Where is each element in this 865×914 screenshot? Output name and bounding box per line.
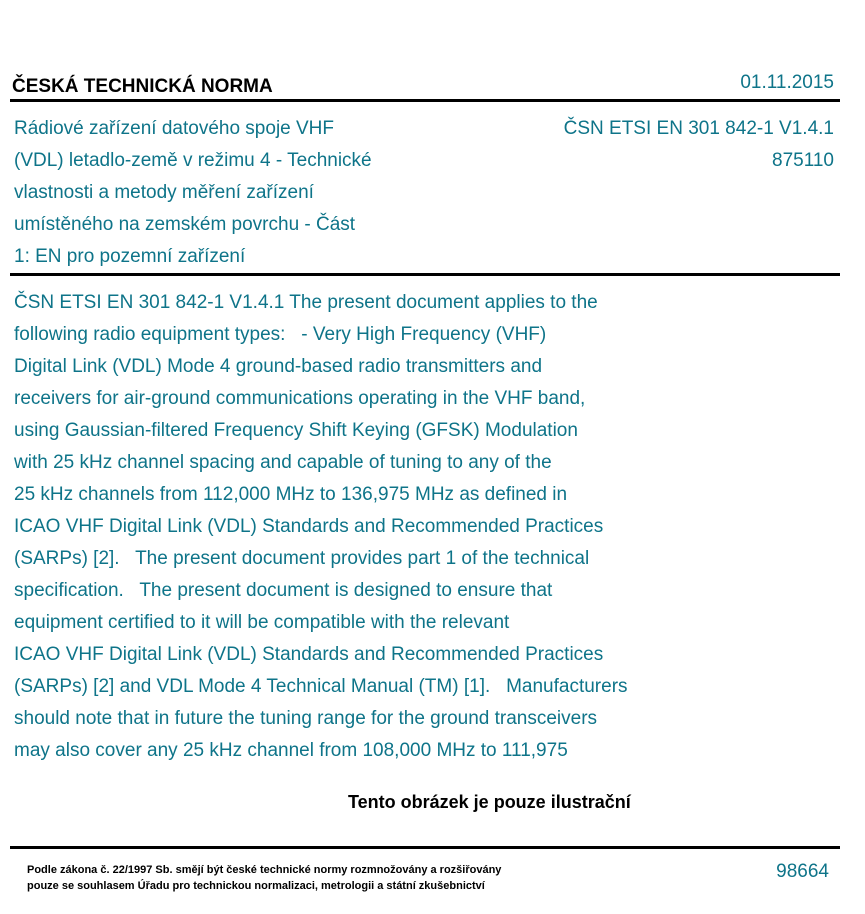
abstract-line: ČSN ETSI EN 301 842-1 V1.4.1 The present document applies to the <box>14 292 598 313</box>
document-header-title: ČESKÁ TECHNICKÁ NORMA <box>12 76 273 97</box>
standard-title-line: vlastnosti a metody měření zařízení <box>14 182 314 203</box>
standard-number: ČSN ETSI EN 301 842-1 V1.4.1 <box>563 118 834 139</box>
abstract-line: should note that in future the tuning range for the ground transceivers <box>14 708 598 729</box>
abstract-line: using Gaussian-filtered Frequency Shift Keying (GFSK) Modulation <box>14 420 578 441</box>
illustration-note: Tento obrázek je pouze ilustrační <box>348 792 631 812</box>
abstract-line: specification. The present document is designed to ensure that <box>14 580 553 601</box>
abstract-line: Digital Link (VDL) Mode 4 ground-based radio transmitters and <box>14 356 543 377</box>
abstract-line: ICAO VHF Digital Link (VDL) Standards and Recommended Practices <box>14 516 604 537</box>
copyright-line: Podle zákona č. 22/1997 Sb. smějí být české technické normy rozmnožovány a rozšiřovány <box>27 864 502 876</box>
abstract-line: (SARPs) [2]. The present document provides part 1 of the technical <box>14 548 590 569</box>
copyright-notice <box>27 862 501 894</box>
classification-code: 875110 <box>772 150 834 171</box>
abstract-line: following radio equipment types: - Very High Frequency (VHF) <box>14 324 547 345</box>
document-id: 98664 <box>776 861 829 882</box>
abstract-line: ICAO VHF Digital Link (VDL) Standards and Recommended Practices <box>14 644 604 665</box>
standard-title <box>14 113 454 273</box>
standard-title-line: Rádiové zařízení datového spoje VHF <box>14 118 335 139</box>
standard-title-line: umístěného na zemském povrchu - Část <box>14 214 356 235</box>
abstract-text <box>14 287 734 767</box>
abstract-line: receivers for air-ground communications operating in the VHF band, <box>14 388 586 409</box>
issue-date: 01.11.2015 <box>740 72 834 93</box>
footer-divider <box>10 846 840 849</box>
header-divider <box>10 99 840 102</box>
abstract-line: may also cover any 25 kHz channel from 108,000 MHz to 111,975 <box>14 740 568 761</box>
standard-title-line: (VDL) letadlo-země v režimu 4 - Technické <box>14 150 372 171</box>
abstract-line: with 25 kHz channel spacing and capable of tuning to any of the <box>14 452 552 473</box>
standard-identifier <box>564 113 834 177</box>
title-divider <box>10 273 840 276</box>
abstract-line: equipment certified to it will be compatible with the relevant <box>14 612 510 633</box>
abstract-line: 25 kHz channels from 112,000 MHz to 136,975 MHz as defined in <box>14 484 568 505</box>
copyright-line: pouze se souhlasem Úřadu pro technickou normalizaci, metrologii a státní zkušebnictví <box>27 880 485 892</box>
abstract-line: (SARPs) [2] and VDL Mode 4 Technical Manual (TM) [1]. Manufacturers <box>14 676 628 697</box>
standard-title-line: 1: EN pro pozemní zařízení <box>14 246 246 267</box>
